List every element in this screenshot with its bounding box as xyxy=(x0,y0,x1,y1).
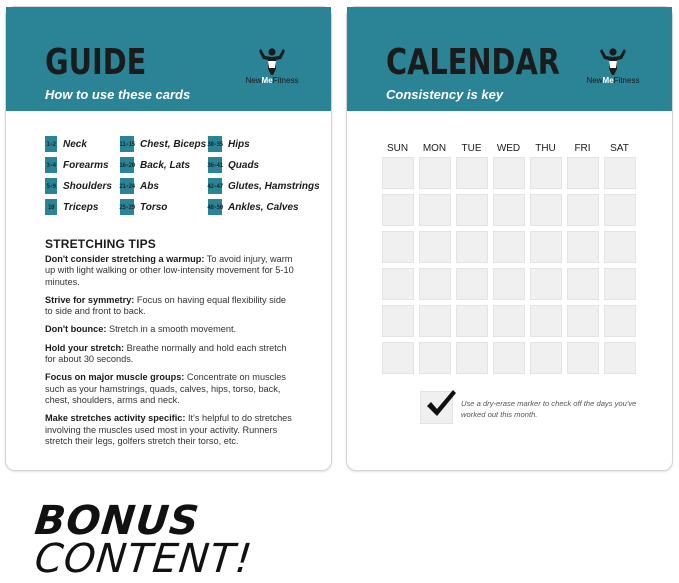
legend-range-chip: 11-15 xyxy=(120,136,134,152)
legend-label: Chest, Biceps xyxy=(140,138,207,150)
tip-title: Make stretches activity specific: xyxy=(45,413,186,424)
legend-range-chip: 16-20 xyxy=(120,157,134,173)
tip-item xyxy=(45,324,295,335)
legend-range-chip: 10 xyxy=(45,199,57,215)
calendar-day-cell[interactable] xyxy=(567,305,599,337)
weekday-label: SUN xyxy=(386,143,409,154)
calendar-day-cell[interactable] xyxy=(382,342,414,374)
legend-label: Shoulders xyxy=(63,180,112,192)
legend-item xyxy=(120,157,190,173)
calendar-day-cell[interactable] xyxy=(604,342,636,374)
calendar-day-cell[interactable] xyxy=(456,305,488,337)
legend-item xyxy=(45,178,112,194)
legend-label: Ankles, Calves xyxy=(228,201,299,213)
weekday-label: THU xyxy=(535,143,556,154)
calendar-day-cell[interactable] xyxy=(493,231,525,263)
calendar-note xyxy=(420,391,660,427)
legend-range-chip: 25-29 xyxy=(120,199,134,215)
calendar-day-cell[interactable] xyxy=(419,305,451,337)
logo-wordmark: NewMeFitness xyxy=(586,76,640,85)
legend-range-chip: 42-47 xyxy=(208,178,222,194)
legend-label: Forearms xyxy=(63,159,109,171)
calendar-day-cell[interactable] xyxy=(604,231,636,263)
calendar-day-cell[interactable] xyxy=(419,231,451,263)
calendar-header xyxy=(347,7,672,111)
calendar-day-cell[interactable] xyxy=(456,194,488,226)
calendar-day-cell[interactable] xyxy=(530,342,562,374)
tip-item xyxy=(45,413,295,447)
legend-item xyxy=(208,157,259,173)
tip-title: Don't bounce: xyxy=(45,324,107,335)
calendar-card xyxy=(346,6,673,471)
legend-range-chip: 48-50 xyxy=(208,199,222,215)
tip-title: Focus on major muscle groups: xyxy=(45,372,185,383)
legend-range-chip: 3-4 xyxy=(45,157,57,173)
legend-label: Hips xyxy=(228,138,250,150)
legend-range-chip: 30-35 xyxy=(208,136,222,152)
tip-item xyxy=(45,372,295,406)
tip-item xyxy=(45,295,295,318)
legend-range-chip: 21-24 xyxy=(120,178,134,194)
calendar-day-cell[interactable] xyxy=(493,157,525,189)
weekday-label: WED xyxy=(496,143,521,154)
calendar-day-cell[interactable] xyxy=(530,231,562,263)
calendar-day-cell[interactable] xyxy=(382,231,414,263)
calendar-title: CALENDAR xyxy=(386,42,560,83)
legend-range-chip: 36-41 xyxy=(208,157,222,173)
calendar-day-cell[interactable] xyxy=(604,268,636,300)
calendar-day-cell[interactable] xyxy=(530,268,562,300)
calendar-day-cell[interactable] xyxy=(382,194,414,226)
legend-item xyxy=(45,199,98,215)
legend-label: Quads xyxy=(228,159,260,171)
guide-card xyxy=(5,6,332,471)
calendar-day-cell[interactable] xyxy=(456,231,488,263)
legend-range-chip: 1-2 xyxy=(45,136,57,152)
weekday-label: SAT xyxy=(610,143,629,154)
bonus-line-2: CONTENT! xyxy=(32,536,255,582)
tip-body: It's helpful to do stretches involving the muscles used most in your activity. Runners stretch their legs, golfers stretch their torso, etc. xyxy=(45,413,292,446)
guide-header xyxy=(6,7,331,111)
legend-item xyxy=(208,199,299,215)
calendar-day-cell[interactable] xyxy=(382,305,414,337)
legend-item xyxy=(120,199,167,215)
check-box xyxy=(420,391,453,424)
tip-title: Don't consider stretching a warmup: xyxy=(45,254,205,264)
legend-item xyxy=(45,157,109,173)
calendar-day-cell[interactable] xyxy=(382,268,414,300)
weekday-headers xyxy=(381,143,641,155)
note-text: Use a dry-erase marker to check off the days you've worked out this month. xyxy=(461,399,637,419)
legend-label: Triceps xyxy=(63,201,99,213)
calendar-day-cell[interactable] xyxy=(419,194,451,226)
calendar-day-cell[interactable] xyxy=(456,157,488,189)
tip-body: Focus on having equal flexibility side to side and front to back. xyxy=(45,294,287,317)
calendar-day-cell[interactable] xyxy=(530,305,562,337)
flexing-man-icon xyxy=(259,47,285,75)
calendar-day-cell[interactable] xyxy=(456,342,488,374)
guide-subtitle: How to use these cards xyxy=(45,87,191,102)
calendar-day-cell[interactable] xyxy=(382,157,414,189)
stretching-tips xyxy=(45,237,295,454)
brand-logo xyxy=(239,47,305,89)
calendar-day-cell[interactable] xyxy=(419,157,451,189)
checkmark-icon xyxy=(425,386,457,420)
legend-label: Neck xyxy=(63,138,87,150)
calendar-day-cell[interactable] xyxy=(567,157,599,189)
legend-label: Glutes, Hamstrings xyxy=(228,180,320,192)
calendar-day-cell[interactable] xyxy=(604,194,636,226)
tips-heading: STRETCHING TIPS xyxy=(45,237,157,251)
legend-item xyxy=(120,178,159,194)
brand-logo xyxy=(580,47,646,89)
tip-title: Strive for symmetry: xyxy=(45,294,135,305)
tip-title: Hold your stretch: xyxy=(45,342,125,353)
calendar-day-cell[interactable] xyxy=(567,194,599,226)
legend-label: Torso xyxy=(140,201,168,213)
weekday-label: MON xyxy=(422,143,447,154)
guide-title: GUIDE xyxy=(45,42,147,83)
legend-item xyxy=(120,136,206,152)
calendar-day-cell[interactable] xyxy=(493,305,525,337)
calendar-day-cell[interactable] xyxy=(530,194,562,226)
bonus-line-1: BONUS xyxy=(32,498,202,544)
body-part-legend xyxy=(45,136,330,222)
tips-list xyxy=(45,254,295,447)
weekday-label: TUE xyxy=(461,143,482,154)
calendar-day-cell[interactable] xyxy=(493,194,525,226)
weekday-label: FRI xyxy=(574,143,591,154)
calendar-day-cell[interactable] xyxy=(456,268,488,300)
legend-item xyxy=(208,136,250,152)
tip-item xyxy=(45,254,295,288)
legend-label: Back, Lats xyxy=(140,159,191,171)
tip-body: Stretch in a smooth movement. xyxy=(106,324,237,335)
tip-item xyxy=(45,343,295,366)
legend-item xyxy=(45,136,87,152)
tip-body: Concentrate on muscles such as your hamstrings, quads, calves, hips, torso, back, chest, shoulders, arms and neck. xyxy=(45,372,286,405)
legend-item xyxy=(208,178,320,194)
calendar-day-cell[interactable] xyxy=(419,342,451,374)
tip-body: Breathe normally and hold each stretch for about 30 seconds. xyxy=(45,342,287,365)
legend-label: Abs xyxy=(140,180,159,192)
calendar-day-cell[interactable] xyxy=(567,268,599,300)
calendar-day-cell[interactable] xyxy=(493,268,525,300)
calendar-day-cell[interactable] xyxy=(530,157,562,189)
calendar-day-cell[interactable] xyxy=(604,305,636,337)
calendar-day-cell[interactable] xyxy=(567,342,599,374)
flexing-man-icon xyxy=(600,47,626,75)
calendar-day-cell[interactable] xyxy=(493,342,525,374)
logo-wordmark: NewMeFitness xyxy=(245,76,299,85)
calendar-day-cell[interactable] xyxy=(419,268,451,300)
calendar-subtitle: Consistency is key xyxy=(386,87,504,102)
tip-body: To avoid injury, warm up with light walking or other low-intensity movement for 5-10 minutes. xyxy=(45,254,294,287)
calendar-day-cell[interactable] xyxy=(604,157,636,189)
legend-range-chip: 5-9 xyxy=(45,178,57,194)
calendar-grid xyxy=(382,157,642,379)
calendar-day-cell[interactable] xyxy=(567,231,599,263)
